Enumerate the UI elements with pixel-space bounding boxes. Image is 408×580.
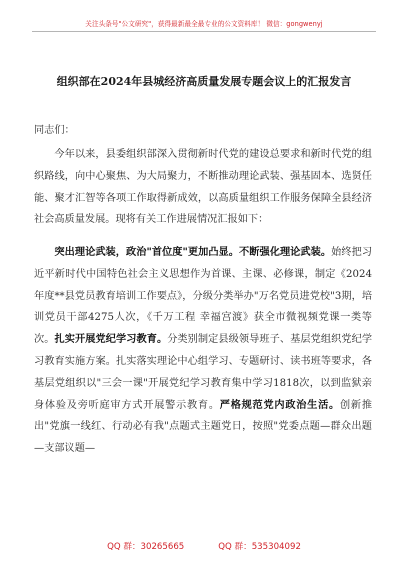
section-1-heading: 突出理论武装，政治"首位度"更加凸显。 <box>54 246 240 258</box>
section-1-subheading-2: 扎实开展党纪学习教育。 <box>54 333 168 346</box>
header-banner: 关注头条号"公文研究"，获得最新最全最专业的公文资料库！ 微信：gongwenyj <box>85 20 323 28</box>
section-1-text-3: 创新推出"党旗一线红、行动必有我"点题式主题党日，按照"党委点题—群众出题—支部议题— <box>34 399 373 455</box>
footer-qq-group-1: QQ 群：30265665 <box>107 542 185 552</box>
section-1-text: 始终把习近平新时代中国特色社会主义思想作为首课、主课、必修课，制定《2024年度**县党员教育培训工作要点》，分级分类举办"万名党员进党校"3期，培训党员干部4275人次，《千万工程 幸福宫渡》获全市微视频党课一类等次。 <box>34 247 373 346</box>
section-1-text-2: 分类别制定县级领导班子、基层党组织党纪学习教育实施方案。扎实落实理论中心组学习、专题研讨、读书班等要求，各基层党组织以"三会一课"开展党纪学习教育集中学习1818次，以到监狱亲身体验及旁听庭审方式开展警示教育。 <box>34 334 373 411</box>
header-divider <box>32 31 376 32</box>
section-1-paragraph <box>34 242 372 460</box>
footer-qq-group-2: QQ 群：535304092 <box>218 542 301 552</box>
section-1-subheading: 不断强化理论武装。 <box>239 246 332 258</box>
intro-paragraph: 今年以来，县委组织部深入贯彻新时代党的建设总要求和新时代党的组织路线，向中心聚焦、为大局聚力，不断推动理论武装、强基固本、选贤任能、聚才汇智等各项工作取得新成效，以高质量组织工作服务保障全县经济社会高质量发展。现将有关工作进展情况汇报如下： <box>34 149 372 226</box>
document-title: 组织部在2024年县城经济高质量发展专题会议上的汇报发言 <box>56 75 352 88</box>
footer <box>0 540 408 552</box>
salutation: 同志们： <box>34 125 75 136</box>
section-1-subheading-3: 严格规范党内政治生活。 <box>219 398 340 411</box>
